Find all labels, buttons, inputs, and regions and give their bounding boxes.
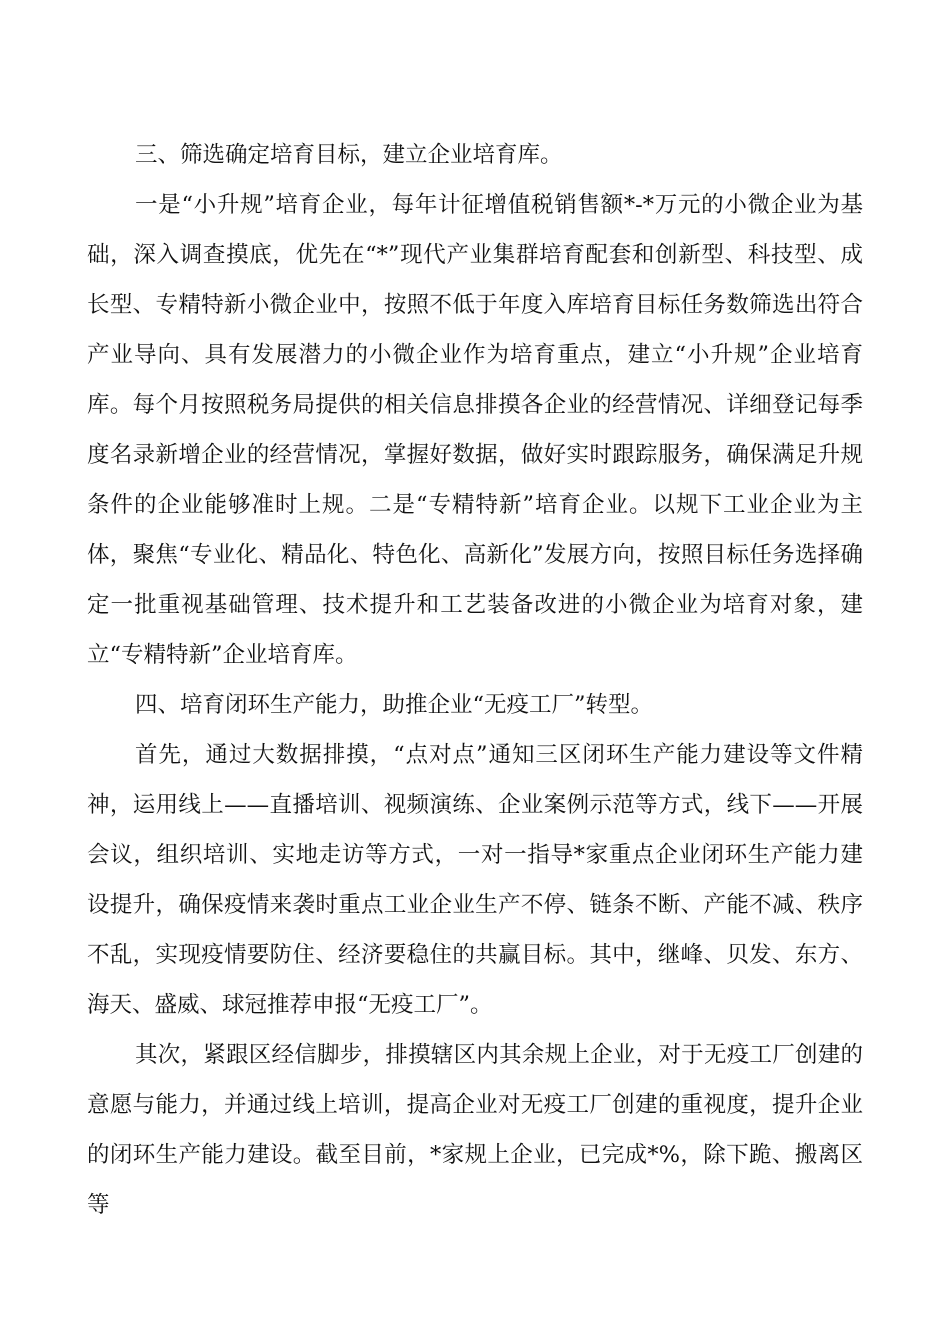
- document-body: [87, 130, 863, 1230]
- paragraph-first: 首先，通过大数据排摸，“点对点”通知三区闭环生产能力建设等文件精神，运用线上——直播培训、视频演练、企业案例示范等方式，线下——开展会议，组织培训、实地走访等方式，一对一指导*家重点企业闭环生产能力建设提升，确保疫情来袭时重点工业企业生产不停、链条不断、产能不减、秩序不乱，实现疫情要防住、经济要稳住的共赢目标。其中，继峰、贝发、东方、海天、盛威、球冠推荐申报“无疫工厂”。: [87, 742, 863, 1018]
- section-heading-four: 四、培育闭环生产能力，助推企业“无疫工厂”转型。: [135, 692, 654, 718]
- paragraph-second: 其次，紧跟区经信脚步，排摸辖区内其余规上企业，对于无疫工厂创建的意愿与能力，并通过线上培训，提高企业对无疫工厂创建的重视度，提升企业的闭环生产能力建设。截至目前，*家规上企业，已完成*%，除下跪、搬离区等: [87, 1042, 863, 1218]
- paragraph-cultivation-enterprises: 一是“小升规”培育企业，每年计征增值税销售额*-*万元的小微企业为基础，深入调查摸底，优先在“*”现代产业集群培育配套和创新型、科技型、成长型、专精特新小微企业中，按照不低于年度入库培育目标任务数筛选出符合产业导向、具有发展潜力的小微企业作为培育重点，建立“小升规”企业培育库。每个月按照税务局提供的相关信息排摸各企业的经营情况、详细登记每季度名录新增企业的经营情况，掌握好数据，做好实时跟踪服务，确保满足升规条件的企业能够准时上规。二是“专精特新”培育企业。以规下工业企业为主体，聚焦“专业化、精品化、特色化、高新化”发展方向，按照目标任务选择确定一批重视基础管理、技术提升和工艺装备改进的小微企业为培育对象，建立“专精特新”企业培育库。: [87, 192, 863, 668]
- section-heading-three: 三、筛选确定培育目标，建立企业培育库。: [135, 142, 563, 168]
